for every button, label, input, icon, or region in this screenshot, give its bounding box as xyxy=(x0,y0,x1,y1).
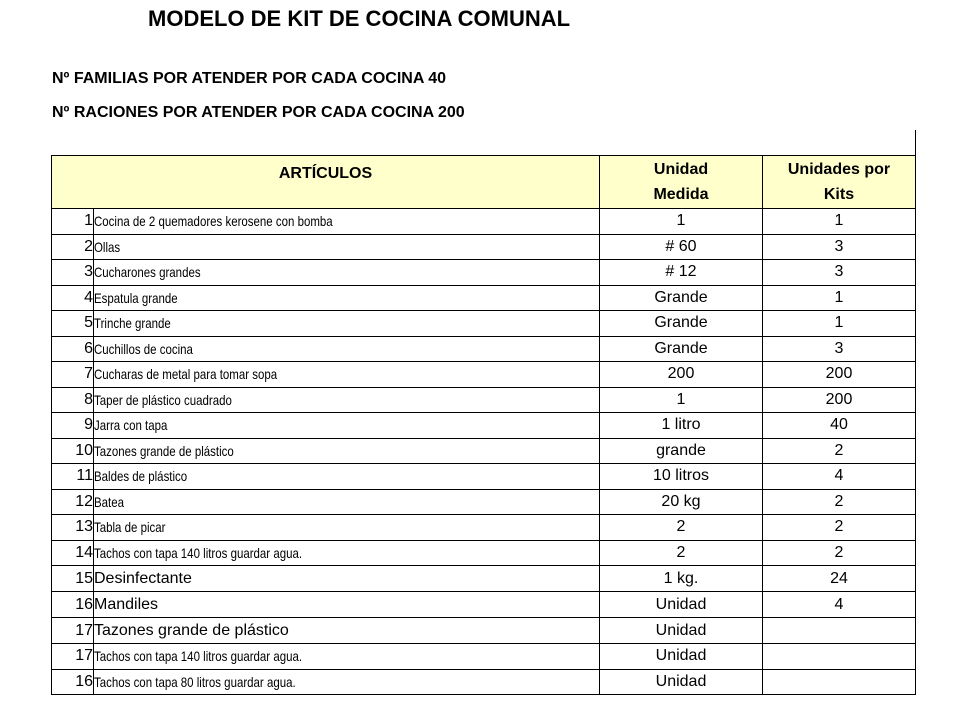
table-row xyxy=(52,592,916,618)
row-articulo xyxy=(94,387,600,413)
row-number: 6 xyxy=(52,336,94,362)
row-articulo xyxy=(94,336,600,362)
row-unidades-kits: 200 xyxy=(763,362,916,388)
row-unidad-medida: Unidad xyxy=(600,592,763,618)
row-unidad-medida: 1 xyxy=(600,209,763,235)
row-unidades-kits xyxy=(763,669,916,695)
row-unidades-kits: 4 xyxy=(763,464,916,490)
row-unidad-medida: Grande xyxy=(600,285,763,311)
row-articulo xyxy=(94,311,600,337)
row-articulo-text: Tachos con tapa 140 litros guardar agua. xyxy=(94,544,303,561)
row-number: 11 xyxy=(52,464,94,490)
row-articulo xyxy=(94,566,600,592)
row-unidades-kits: 40 xyxy=(763,413,916,439)
row-unidades-kits: 2 xyxy=(763,540,916,566)
table-row xyxy=(52,515,916,541)
row-unidades-kits: 1 xyxy=(763,311,916,337)
row-articulo-text: Cuchillos de cocina xyxy=(94,340,193,357)
row-articulo-text: Tabla de picar xyxy=(94,519,166,536)
row-number: 16 xyxy=(52,669,94,695)
row-articulo-text: Cucharas de metal para tomar sopa xyxy=(94,366,278,383)
row-number: 3 xyxy=(52,260,94,286)
row-articulo xyxy=(94,209,600,235)
row-unidad-medida: 20 kg xyxy=(600,489,763,515)
row-unidades-kits: 1 xyxy=(763,209,916,235)
row-articulo-text: Tazones grande de plástico xyxy=(94,442,234,459)
row-number: 16 xyxy=(52,592,94,618)
row-unidad-medida: 2 xyxy=(600,540,763,566)
row-articulo xyxy=(94,618,600,644)
raciones-line: Nº RACIONES POR ATENDER POR CADA COCINA 200 xyxy=(52,104,465,121)
row-articulo-text: Cucharones grandes xyxy=(94,264,201,281)
row-number: 17 xyxy=(52,618,94,644)
row-articulo xyxy=(94,540,600,566)
table-row xyxy=(52,566,916,592)
row-number: 1 xyxy=(52,209,94,235)
row-articulo xyxy=(94,234,600,260)
row-unidad-medida: Unidad xyxy=(600,618,763,644)
row-unidades-kits: 4 xyxy=(763,592,916,618)
table-row xyxy=(52,234,916,260)
row-articulo-text: Ollas xyxy=(94,238,121,255)
row-unidad-medida: Grande xyxy=(600,311,763,337)
row-unidades-kits: 2 xyxy=(763,515,916,541)
row-articulo-text: Cocina de 2 quemadores kerosene con bomba xyxy=(94,213,333,230)
row-unidad-medida: Unidad xyxy=(600,644,763,670)
row-unidad-medida: 1 kg. xyxy=(600,566,763,592)
row-number: 9 xyxy=(52,413,94,439)
row-unidades-kits: 3 xyxy=(763,234,916,260)
row-unidad-medida: 1 xyxy=(600,387,763,413)
familias-line: Nº FAMILIAS POR ATENDER POR CADA COCINA 40 xyxy=(52,70,447,87)
row-number: 13 xyxy=(52,515,94,541)
header-articulos xyxy=(52,156,600,209)
row-articulo-text: Taper de plástico cuadrado xyxy=(94,391,232,408)
row-unidad-medida: grande xyxy=(600,438,763,464)
header-kits-line2: Kits xyxy=(823,186,855,203)
header-unidad-line1: Unidad xyxy=(653,161,709,178)
row-unidad-medida: 10 litros xyxy=(600,464,763,490)
row-unidades-kits: 24 xyxy=(763,566,916,592)
row-unidades-kits: 2 xyxy=(763,438,916,464)
row-unidades-kits: 3 xyxy=(763,336,916,362)
row-unidades-kits: 3 xyxy=(763,260,916,286)
row-unidad-medida: 2 xyxy=(600,515,763,541)
row-number: 5 xyxy=(52,311,94,337)
row-unidades-kits: 1 xyxy=(763,285,916,311)
table-header-row xyxy=(52,156,916,209)
table-edge-line xyxy=(915,130,916,156)
row-unidades-kits: 200 xyxy=(763,387,916,413)
row-articulo xyxy=(94,285,600,311)
row-articulo-text: Tachos con tapa 80 litros guardar agua. xyxy=(94,673,296,690)
row-articulo xyxy=(94,464,600,490)
row-articulo-text: Tachos con tapa 140 litros guardar agua. xyxy=(94,648,303,665)
table-row xyxy=(52,285,916,311)
row-articulo-text: Tazones grande de plástico xyxy=(94,622,289,639)
table-row xyxy=(52,336,916,362)
row-articulo xyxy=(94,489,600,515)
header-unidades-kits xyxy=(763,156,916,209)
row-articulo-text: Mandiles xyxy=(94,596,159,613)
table-row xyxy=(52,387,916,413)
row-articulo-text: Batea xyxy=(94,493,125,510)
row-number: 4 xyxy=(52,285,94,311)
table-row xyxy=(52,644,916,670)
row-articulo-text: Baldes de plástico xyxy=(94,468,188,485)
row-unidades-kits xyxy=(763,644,916,670)
header-unidad-line2: Medida xyxy=(653,186,709,203)
row-articulo xyxy=(94,644,600,670)
header-articulos-label: ARTÍCULOS xyxy=(278,165,373,182)
table-row xyxy=(52,260,916,286)
row-articulo xyxy=(94,260,600,286)
row-unidad-medida: # 12 xyxy=(600,260,763,286)
row-articulo-text: Espatula grande xyxy=(94,289,178,306)
table-row xyxy=(52,618,916,644)
row-number: 17 xyxy=(52,644,94,670)
table-row xyxy=(52,438,916,464)
row-articulo-text: Jarra con tapa xyxy=(94,417,168,434)
row-unidad-medida: 200 xyxy=(600,362,763,388)
row-number: 2 xyxy=(52,234,94,260)
table-row xyxy=(52,669,916,695)
header-unidad-medida xyxy=(600,156,763,209)
row-unidad-medida: Grande xyxy=(600,336,763,362)
kit-table xyxy=(51,155,916,695)
row-articulo-text: Trinche grande xyxy=(94,315,171,332)
row-articulo xyxy=(94,592,600,618)
row-number: 8 xyxy=(52,387,94,413)
row-unidad-medida: # 60 xyxy=(600,234,763,260)
row-number: 15 xyxy=(52,566,94,592)
header-kits-line1: Unidades por xyxy=(787,161,891,178)
table-row xyxy=(52,413,916,439)
row-unidades-kits: 2 xyxy=(763,489,916,515)
document-title: MODELO DE KIT DE COCINA COMUNAL xyxy=(148,6,571,31)
row-articulo xyxy=(94,438,600,464)
table-row xyxy=(52,311,916,337)
row-articulo xyxy=(94,515,600,541)
table-row xyxy=(52,362,916,388)
row-articulo-text: Desinfectante xyxy=(94,570,192,587)
row-articulo xyxy=(94,669,600,695)
row-number: 7 xyxy=(52,362,94,388)
row-number: 14 xyxy=(52,540,94,566)
row-number: 12 xyxy=(52,489,94,515)
row-number: 10 xyxy=(52,438,94,464)
row-unidades-kits xyxy=(763,618,916,644)
row-unidad-medida: 1 litro xyxy=(600,413,763,439)
table-row xyxy=(52,464,916,490)
row-articulo xyxy=(94,362,600,388)
row-unidad-medida: Unidad xyxy=(600,669,763,695)
table-row xyxy=(52,209,916,235)
table-row xyxy=(52,489,916,515)
row-articulo xyxy=(94,413,600,439)
table-row xyxy=(52,540,916,566)
